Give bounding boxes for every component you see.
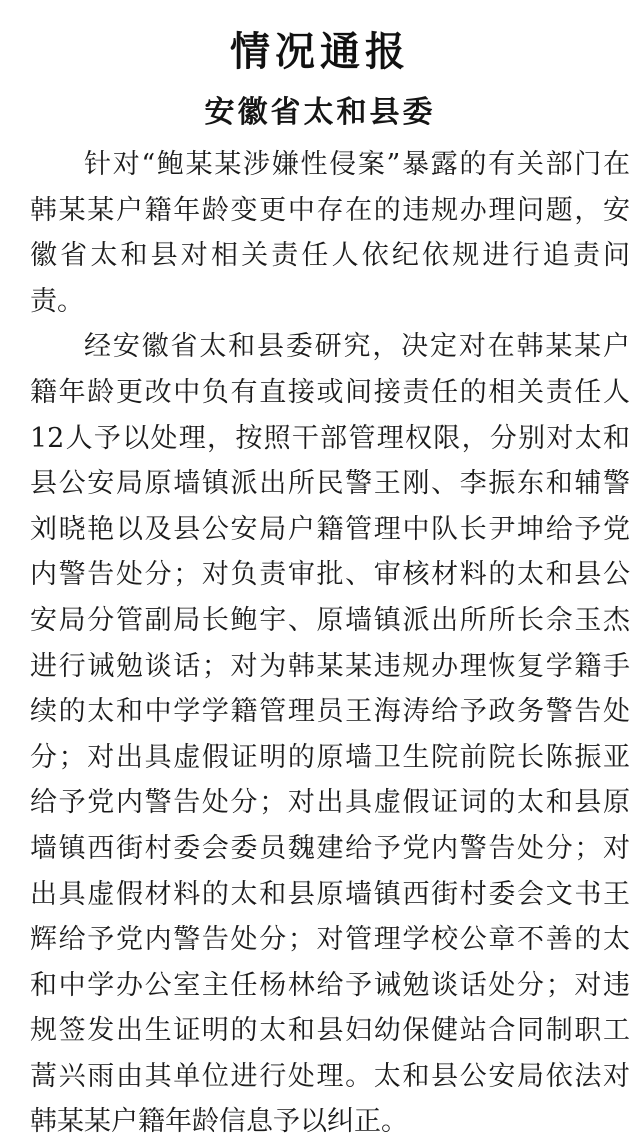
paragraph-line: 续的太和中学学籍管理员王海涛给予政务警告处 xyxy=(30,696,630,728)
paragraph-1 xyxy=(30,142,630,324)
document-title: 情况通报 xyxy=(230,29,410,75)
paragraph-line: 责。 xyxy=(30,285,84,317)
paragraph-line: 安局分管副局长鲍宇、原墙镇派出所所长佘玉杰 xyxy=(30,604,630,636)
paragraph-line: 墙镇西街村委会委员魏建给予党内警告处分；对 xyxy=(30,832,630,864)
document-issuer: 安徽省太和县委 xyxy=(204,95,436,130)
paragraph-line: 和中学办公室主任杨林给予诫勉谈话处分；对违 xyxy=(30,969,630,1001)
paragraph-line: 县公安局原墙镇派出所民警王刚、李振东和辅警 xyxy=(30,468,630,500)
paragraph-line: 12人予以处理，按照干部管理权限，分别对太和 xyxy=(30,422,630,454)
paragraph-line: 辉给予党内警告处分；对管理学校公章不善的太 xyxy=(30,924,630,956)
paragraph-line: 出具虚假材料的太和县原墙镇西街村委会文书王 xyxy=(30,878,630,910)
paragraph-line: 经安徽省太和县委研究，决定对在韩某某户 xyxy=(84,331,630,363)
paragraph-line: 籍年龄更改中负有直接或间接责任的相关责任人 xyxy=(30,376,630,408)
paragraph-line: 针对“鲍某某涉嫌性侵案”暴露的有关部门在 xyxy=(84,149,630,180)
paragraph-line: 进行诫勉谈话；对为韩某某违规办理恢复学籍手 xyxy=(30,650,630,682)
paragraph-line: 刘晓艳以及县公安局户籍管理中队长尹坤给予党 xyxy=(30,513,630,545)
paragraph-line: 韩某某户籍年龄变更中存在的违规办理问题，安 xyxy=(30,194,630,226)
paragraph-2 xyxy=(30,324,630,1145)
paragraph-line: 徽省太和县对相关责任人依纪依规进行追责问 xyxy=(30,240,630,272)
paragraph-line: 内警告处分；对负责审批、审核材料的太和县公 xyxy=(30,559,630,591)
paragraph-line: 分；对出具虚假证明的原墙卫生院前院长陈振亚 xyxy=(30,741,630,773)
document-body xyxy=(30,142,630,1145)
paragraph-line: 给予党内警告处分；对出具虚假证词的太和县原 xyxy=(30,787,630,819)
paragraph-line: 韩某某户籍年龄信息予以纠正。 xyxy=(30,1106,408,1138)
paragraph-line: 蒿兴雨由其单位进行处理。太和县公安局依法对 xyxy=(30,1060,630,1092)
paragraph-line: 规签发出生证明的太和县妇幼保健站合同制职工 xyxy=(30,1015,630,1047)
